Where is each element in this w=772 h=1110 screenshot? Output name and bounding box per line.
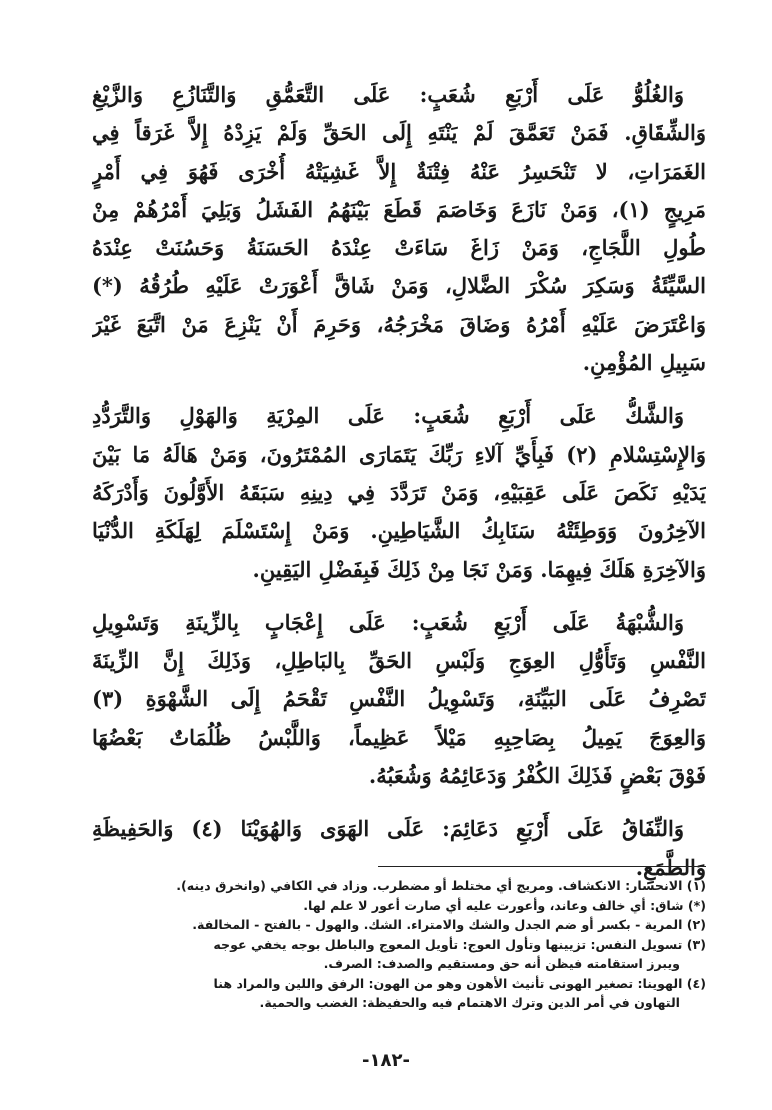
text-line: وَالطَّمَعِ. <box>635 854 706 880</box>
text-line: وَالنِّفَاقُ عَلَى أَرْبَعِ دَعَائِمَ: عَلَى الهَوَى وَالهُوَيْنَا (٤) وَالحَفِيظَةِ <box>92 816 684 842</box>
main-text <box>92 76 706 902</box>
text-line: يَدَيْهِ نَكَصَ عَلَى عَقِبَيْهِ، وَمَنْ تَرَدَّدَ فِي دِينِهِ سَبَقَهُ الأَوَّلُونَ وَأَدْرَكَهُ <box>92 479 706 505</box>
footnote: (٣) تسويل النفس: تزيينها وتأول العوج: تأويل المعوج والباطل بوجه يخفي عوجه <box>213 936 706 952</box>
text-line: الغَمَرَاتِ، لا تَنْحَسِرُ عَنْهُ فِتْنَةٌ إِلاَّ غَشِيَتْهُ أُخْرَى فَهُوَ فِي أَمْرٍ <box>92 158 706 184</box>
text-line: وَالغُلُوُّ عَلَى أَرْبَعِ شُعَبٍ: عَلَى التَّعَمُّقِ وَالتَّنَازُعِ وَالزَّيْغِ <box>92 82 684 107</box>
text-line: سَبِيلِ المُؤْمِنِ. <box>582 350 706 376</box>
text-line: السَّيِّئَةُ وَسَكِرَ سُكْرَ الضَّلالِ، وَمَنْ شَاقَّ أَعْوَرَتْ عَلَيْهِ طُرُقُهُ (*) <box>92 273 706 299</box>
footnote-divider <box>378 866 706 867</box>
text-line: وَالشُّبْهَةُ عَلَى أَرْبَعِ شُعَبٍ: عَلَى إِعْجَابٍ بِالزِّينَةِ وَتَسْوِيلِ <box>92 609 684 635</box>
page-number: -١٨٢- <box>362 1050 410 1071</box>
text-line: فَوْقَ بَعْضٍ فَذَلِكَ الكُفْرُ وَدَعَائِمُهُ وَشُعَبُهُ. <box>368 763 706 789</box>
text-line: وَالعِوَجَ يَمِيلُ بِصَاحِبِهِ مَيْلاً عَظِيماً، وَاللَّبْسُ ظُلُمَاتٌ بَعْضُهَا <box>92 724 706 750</box>
text-line: الآخِرُونَ وَوَطِئَتْهُ سَنَابِكُ الشَّيَاطِينِ. وَمَنْ إِسْتَسْلَمَ لِهَلَكَةِ الدُّنْيَا <box>92 518 706 544</box>
footnote-continuation: التهاون في أمر الدين وترك الاهتمام فيه والحفيظة: الغضب والحمية. <box>259 995 680 1010</box>
paragraph-shakk <box>92 397 706 588</box>
footnote: (١) الانحسار: الانكشاف. ومريج أي مختلط أو مضطرب. وزاد في الكافي (وانخرق دينه). <box>176 878 706 893</box>
paragraph-ghuluw <box>92 76 706 382</box>
text-line: النَّفْسِ وَتَأَوُّلِ العِوَجِ وَلَبْسِ الحَقِّ بِالبَاطِلِ، وَذَلِكَ إِنَّ الزِّينَةَ <box>92 648 706 674</box>
text-line: وَالإِسْتِسْلامِ (٢) فَبِأَيِّ آلاءِ رَبِّكَ يَتَمَارَى المُمْتَرُونَ، وَمَنْ هَالَهُ مَا بَيْنَ <box>92 441 706 467</box>
paragraph-shubha <box>92 604 706 795</box>
footnote-continuation: ويبرز استقامته فيظن أنه حق ومستقيم والصدف: الصرف. <box>323 956 680 971</box>
footnote: (٢) المرية - بكسر أو ضم الجدل والشك والامتراء. الشك. والهول - بالفتح - المخالفة. <box>192 917 706 932</box>
text-line: طُولِ اللَّجَاجِ، وَمَنْ زَاغَ سَاءَتْ عِنْدَهُ الحَسَنَةُ وَحَسُنَتْ عِنْدَهُ <box>92 235 706 261</box>
footnote: (*) شاق: أي خالف وعاند، وأعورت عليه أي صارت أعور لا علم لها. <box>303 897 706 913</box>
text-line: مَرِيجٍ (١)، وَمَنْ نَازَعَ وَخَاصَمَ قَطَعَ بَيْنَهُمُ الفَشَلُ وَبَلِيَ أَمْرُهُمْ مِنْ <box>92 196 706 222</box>
footnote: (٤) الهوينا: تصغير الهونى تأنيث الأهون وهو من الهون: الرفق واللين والمراد هنا <box>213 975 706 991</box>
text-line: تَصْرِفُ عَلَى البَيِّنَةِ، وَتَسْوِيلُ النَّفْسِ تَقْحَمُ إِلَى الشَّهْوَةِ (٣) <box>92 686 706 712</box>
text-line: وَالشَّكُّ عَلَى أَرْبَعِ شُعَبٍ: عَلَى المِرْيَةِ وَالهَوْلِ وَالتَّرَدُّدِ <box>92 403 684 429</box>
text-line: وَاعْتَرَضَ عَلَيْهِ أَمْرُهُ وَضَاقَ مَخْرَجُهُ، وَحَرِمَ أَنْ يَنْزِعَ مَنْ اتَّبَعَ غَيْرَ <box>92 311 706 337</box>
footnotes <box>92 876 706 1013</box>
text-line: وَالآخِرَةِ هَلَكَ فِيهِمَا. وَمَنْ نَجَا مِنْ ذَلِكَ فَبِفَضْلِ اليَقِينِ. <box>252 556 706 582</box>
text-line: وَالشِّقَاقِ. فَمَنْ تَعَمَّقَ لَمْ يَنْتَهِ إِلَى الحَقِّ وَلَمْ يَزِدْهُ إِلاَّ غَرَقاً فِي <box>92 120 706 146</box>
